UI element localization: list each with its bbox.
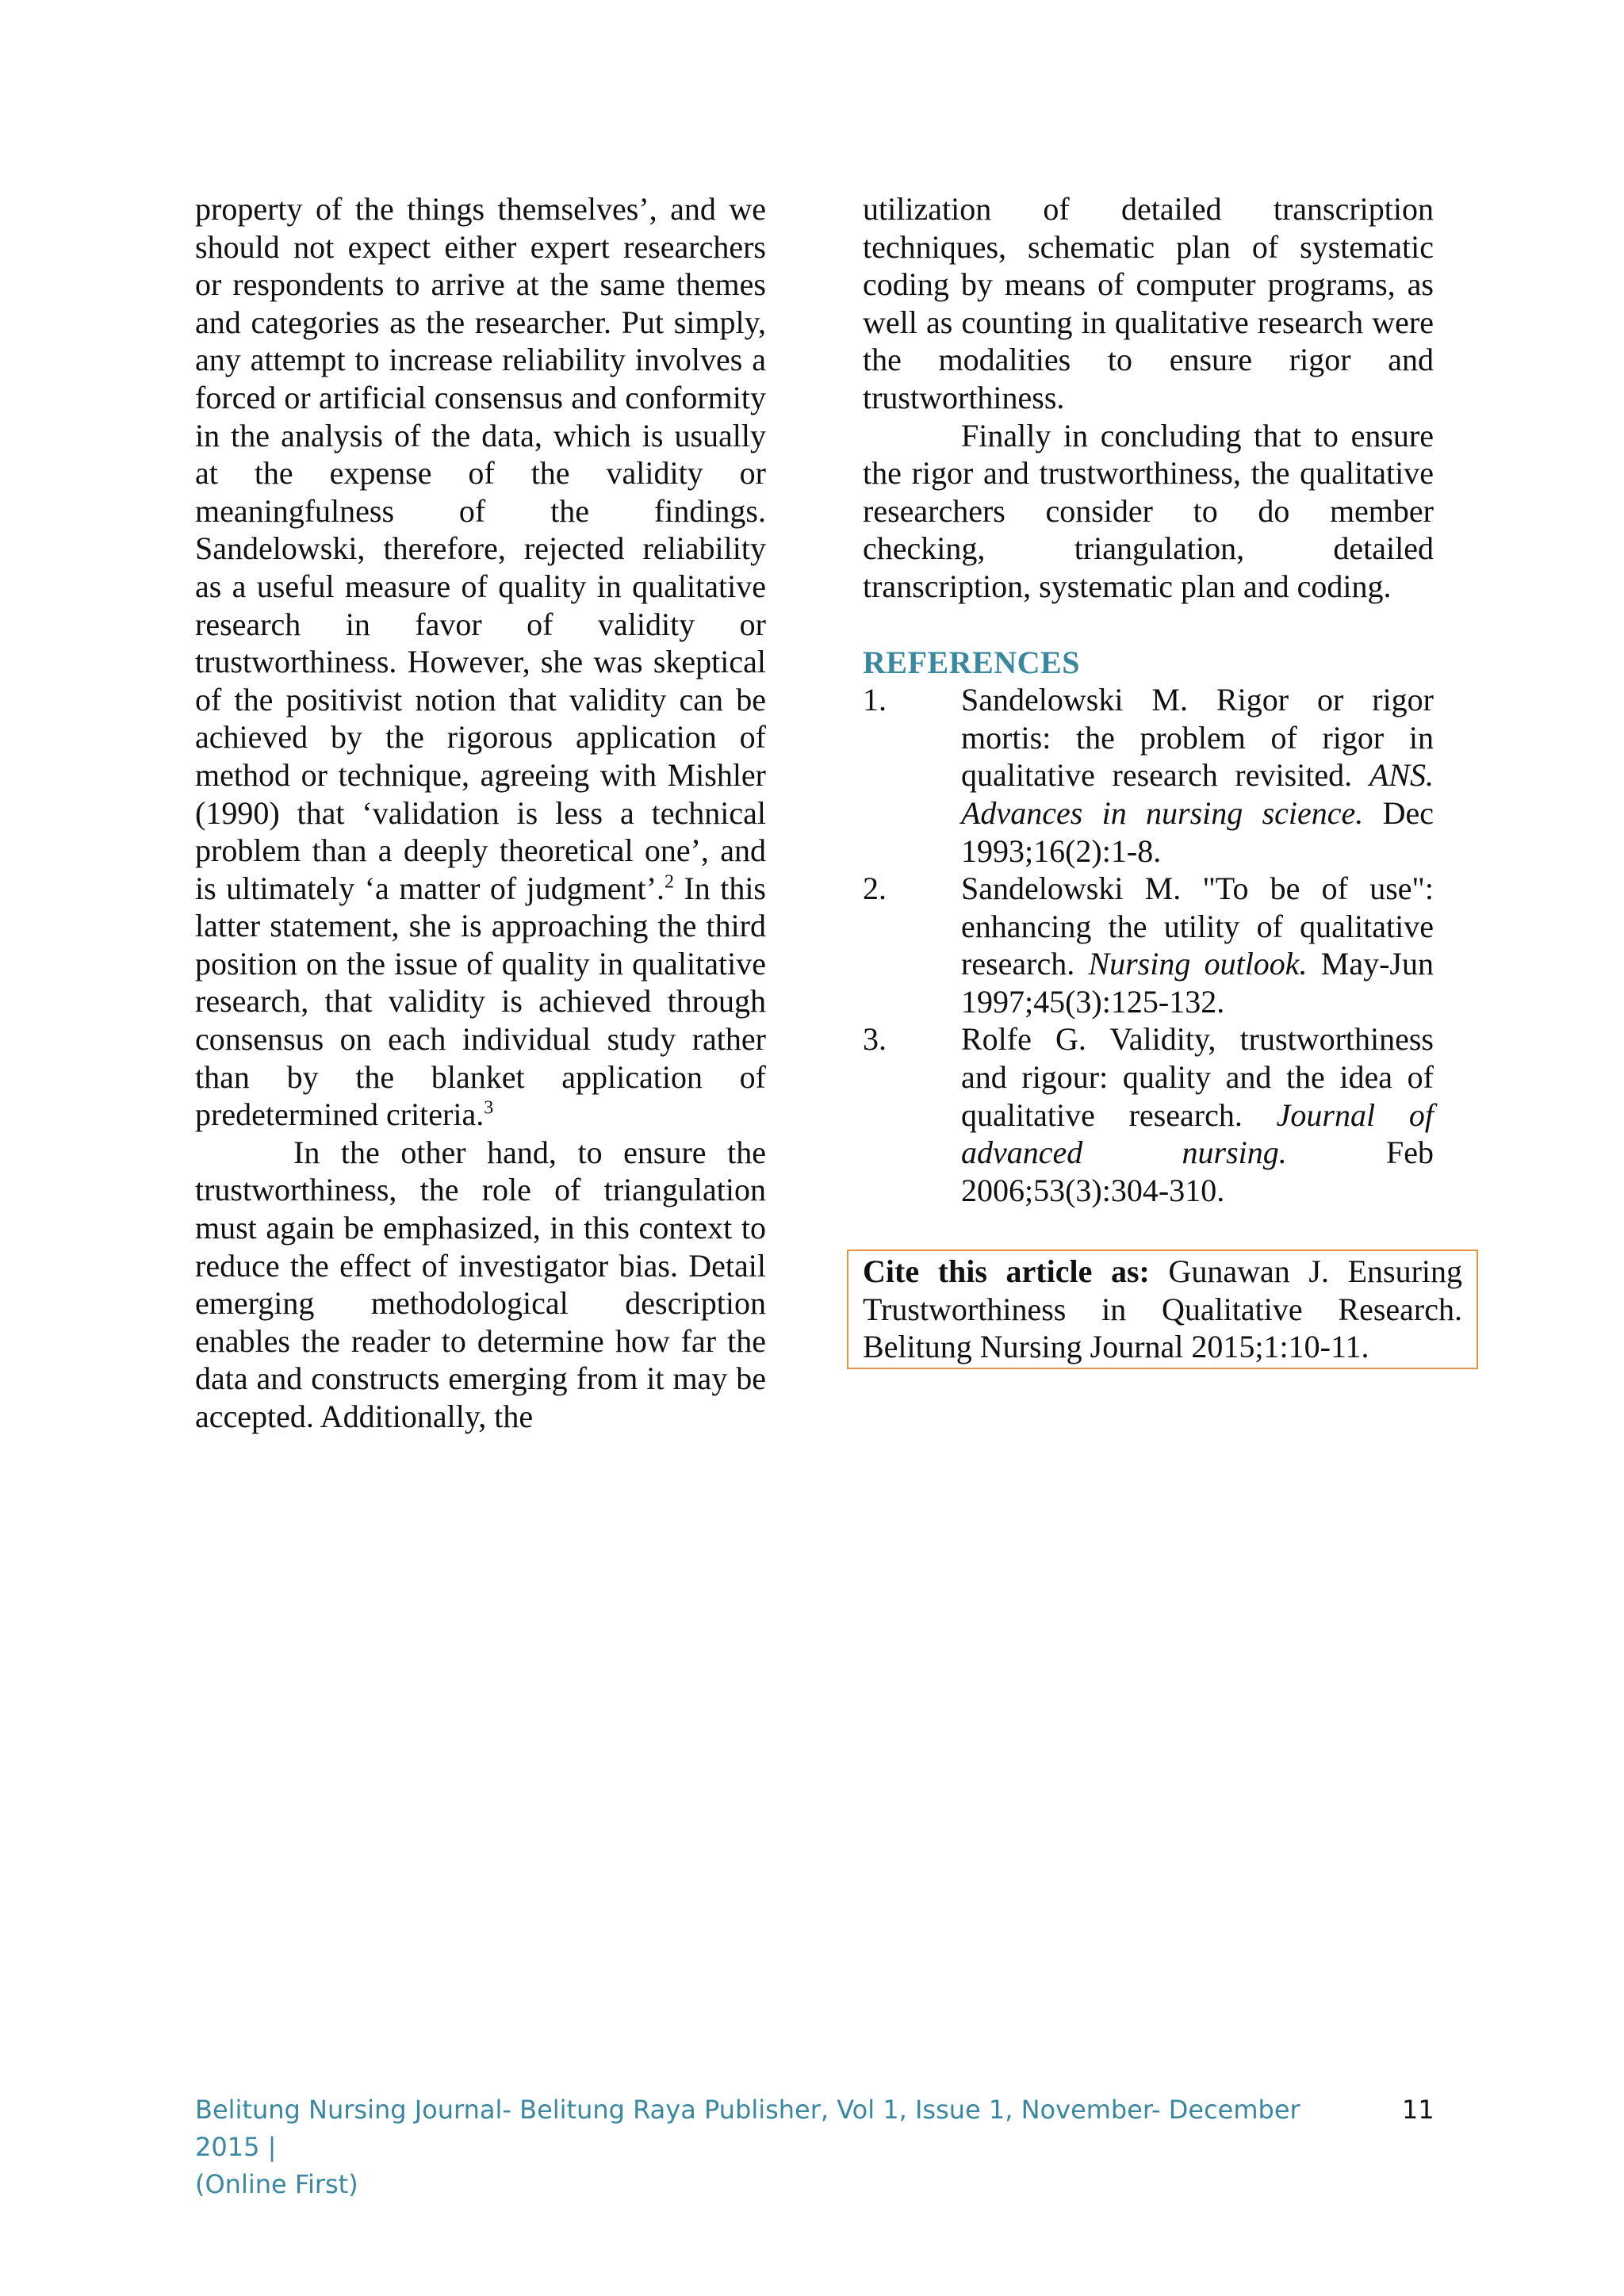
reference-date: Feb 2006;53(3):304-310. xyxy=(961,1135,1434,1208)
body-text: In this latter statement, she is approaching the third position on the issue of quality in qualitative research, that validity is achieved through consensus on each individual study rather than by the blanket application of predetermined criteria. xyxy=(195,870,766,1133)
body-paragraph: Finally in concluding that to ensure the rigor and trustworthiness, the qualitative researchers consider to do member checking, triangulation, detailed transcription, systematic plan and coding. xyxy=(863,417,1434,604)
reference-list xyxy=(863,681,1434,1209)
body-text: property of the things themselves’, and we should not expect either expert researchers or respondents to arrive at the same themes and categories as the researcher. Put simply, any attempt to increase reliability involves a forced or artificial consensus and conformity in the analysis of the data, which is usually at the expense of the validity or meaningfulness of the findings. Sandelowski, therefore, rejected reliability as a useful measure of quality in qualitative research in favor of validity or trustworthiness. However, she was skeptical of the positivist notion that validity can be achieved by the rigorous application of method or technique, agreeing with Mishler (1990) that ‘validation is less a technical problem than a deeply theoretical one’, and is ultimately ‘a matter of judgment’. xyxy=(195,191,766,906)
reference-text xyxy=(961,870,1434,1020)
reference-number: 1. xyxy=(863,682,887,718)
references-heading: REFERENCES xyxy=(863,644,1080,680)
page-footer xyxy=(195,2091,1369,2203)
reference-journal: Nursing outlook. xyxy=(1088,946,1308,982)
reference-number: 3. xyxy=(863,1021,887,1058)
cite-text: Gunawan J. Ensuring Trustworthiness in Qualitative Research. Belitung Nursing Journal 2015;1:10-11. xyxy=(863,1253,1463,1365)
reference-body: Rolfe G. Validity, trustworthiness and rigour: quality and the idea of qualitative research. xyxy=(961,1021,1434,1133)
reference-item xyxy=(863,681,1434,870)
cite-label: Cite this article as: xyxy=(863,1253,1150,1289)
citation-superscript: 2 xyxy=(665,871,675,893)
citation-superscript: 3 xyxy=(484,1097,494,1119)
body-paragraph: utilization of detailed transcription techniques, schematic plan of systematic coding by means of computer programs, as well as counting in qualitative research were the modalities to ensure rigor and trustworthiness. xyxy=(863,191,1434,415)
reference-date: Dec 1993;16(2):1-8. xyxy=(961,794,1434,869)
reference-journal: Journal of advanced nursing. xyxy=(961,1096,1434,1171)
body-paragraph xyxy=(195,190,766,1134)
reference-item xyxy=(863,870,1434,1020)
reference-journal: ANS. Advances in nursing science. xyxy=(961,757,1434,831)
right-column xyxy=(863,190,1434,1209)
reference-item xyxy=(863,1020,1434,1209)
footer-journal-line: Belitung Nursing Journal- Belitung Raya Publisher, Vol 1, Issue 1, November- December 2015 | xyxy=(195,2095,1300,2162)
reference-number: 2. xyxy=(863,871,887,907)
footer-online-first: (Online First) xyxy=(195,2169,358,2199)
body-paragraph: In the other hand, to ensure the trustworthiness, the role of triangulation must again be emphasized, in this context to reduce the effect of investigator bias. Detail emerging methodological description enables the reader to determine how far the data and constructs emerging from it may be accepted. Additionally, the xyxy=(195,1134,766,1434)
reference-text xyxy=(961,1020,1434,1209)
reference-body: Sandelowski M. Rigor or rigor mortis: the problem of rigor in qualitative research revisited. xyxy=(961,682,1434,794)
cite-this-article-box xyxy=(847,1249,1478,1369)
page-number: 11 xyxy=(1402,2095,1434,2125)
reference-text xyxy=(961,681,1434,870)
left-column xyxy=(195,190,766,1436)
reference-body: Sandelowski M. "To be of use": enhancing the utility of qualitative research. xyxy=(961,871,1434,982)
reference-date: May-Jun 1997;45(3):125-132. xyxy=(961,946,1434,1020)
